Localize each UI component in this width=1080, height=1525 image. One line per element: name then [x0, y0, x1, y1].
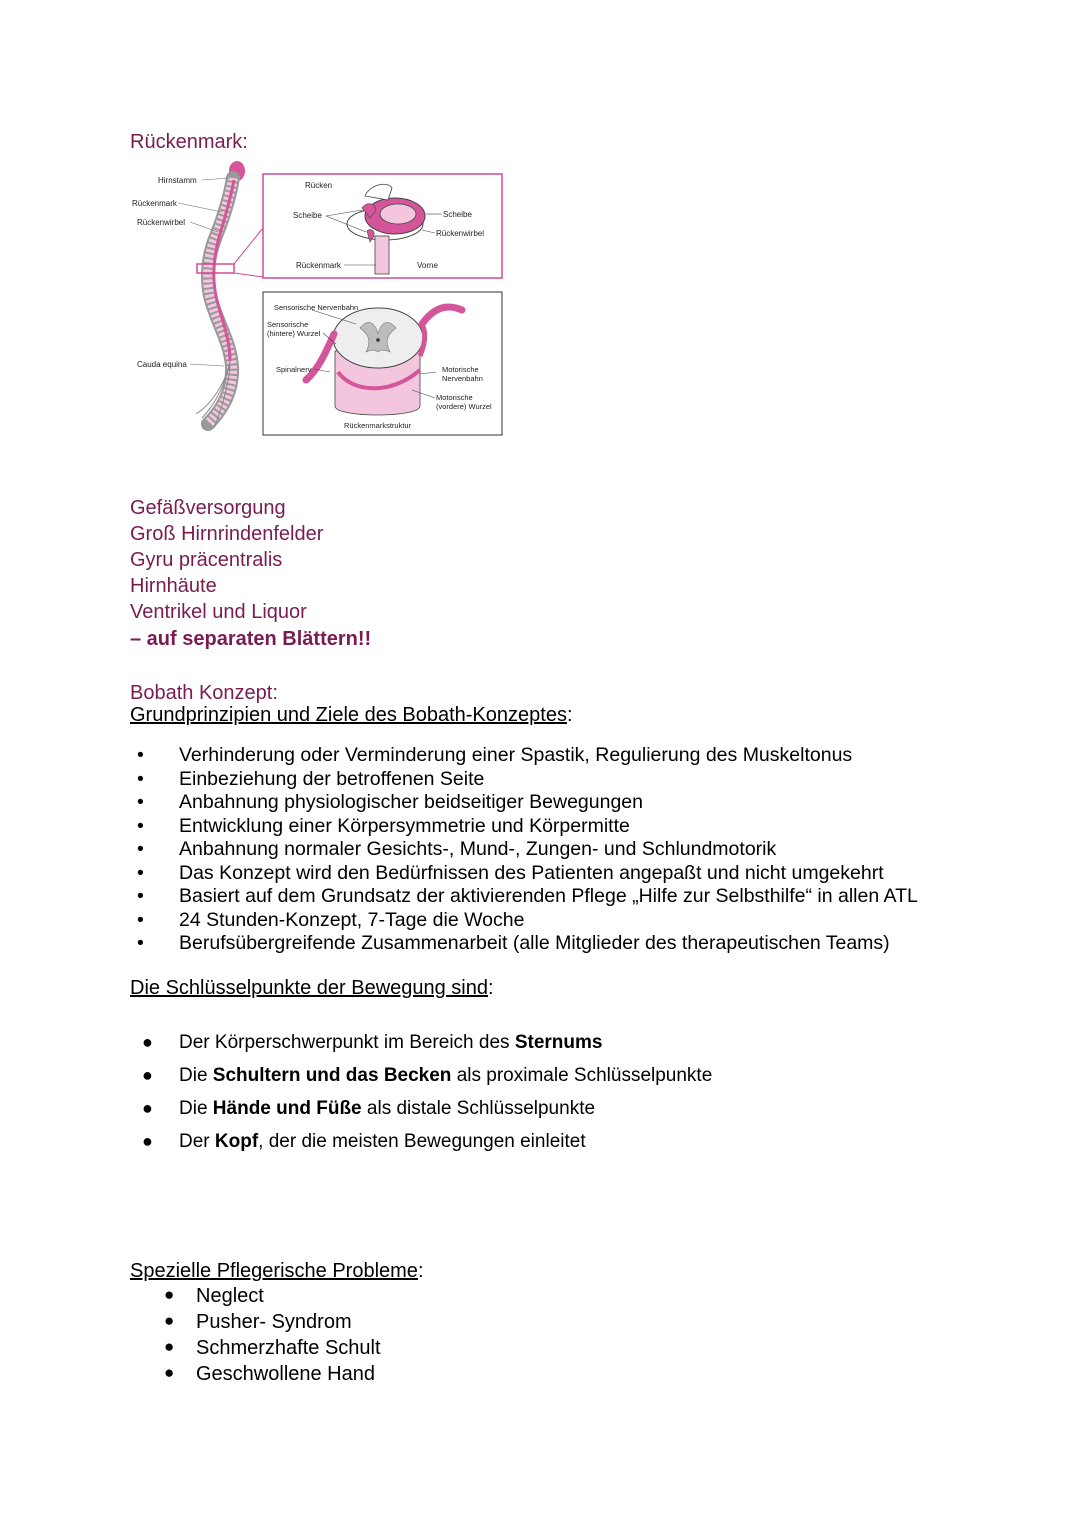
bullet: ●	[164, 1337, 175, 1356]
list-item-text	[179, 1131, 586, 1153]
problems-heading	[130, 1258, 424, 1284]
label-sensorische-nervenbahn: Sensorische Nervenbahn	[274, 303, 359, 312]
text-bold: Schultern und das Becken	[212, 1065, 452, 1086]
list-item	[0, 1285, 600, 1311]
spine-drawing	[178, 161, 263, 428]
topic-item: Ventrikel und Liquor	[130, 601, 307, 623]
list-item-text: Neglect	[196, 1285, 264, 1307]
text-normal: Der	[179, 1131, 215, 1152]
topic-item: Groß Hirnrindenfelder	[130, 523, 324, 545]
list-item-text: Pusher- Syndrom	[196, 1311, 352, 1333]
list-item-text: Entwicklung einer Körpersymmetrie und Körpermitte	[179, 814, 630, 837]
list-item-text: Einbeziehung der betroffenen Seite	[179, 767, 485, 790]
bullet: •	[137, 767, 144, 790]
bullet: •	[137, 885, 144, 907]
list-item-text: Basiert auf dem Grundsatz der aktivierenden Pflege „Hilfe zur Selbsthilfe“ in allen ATL	[179, 885, 918, 907]
key-points-heading	[130, 975, 494, 1001]
bobath-subheading-colon: :	[566, 704, 573, 726]
section-heading-ruckenmark: Rückenmark:	[130, 131, 248, 153]
bullet: ●	[164, 1311, 175, 1330]
bobath-subheading	[130, 702, 573, 728]
problems-heading-colon: :	[417, 1260, 424, 1282]
label-motorische-nervenbahn-1: Motorische	[442, 365, 479, 374]
label-spinalnerv: Spinalnerv	[276, 365, 312, 374]
topic-item: Gefäßversorgung	[130, 497, 286, 519]
label-ruckenmark: Rückenmark	[132, 199, 177, 208]
bullet: ●	[164, 1285, 175, 1304]
key-points-heading-colon: :	[488, 977, 494, 999]
list-item-text: Geschwollene Hand	[196, 1363, 375, 1385]
label-motorische-wurzel-2: (vordere) Wurzel	[436, 402, 492, 411]
list-item-text: Schmerzhafte Schult	[196, 1337, 381, 1359]
label-hirnstamm: Hirnstamm	[158, 176, 197, 185]
list-item-text: Berufsübergreifende Zusammenarbeit (alle Mitglieder des therapeutischen Teams)	[179, 932, 890, 954]
list-item-text	[179, 1098, 595, 1120]
list-item-text: Das Konzept wird den Bedürfnissen des Patienten angepaßt und nicht umgekehrt	[179, 861, 884, 884]
label-top-ruckenwirbel: Rückenwirbel	[436, 229, 485, 238]
bullet: ●	[142, 1131, 153, 1151]
label-sensorische-wurzel-1: Sensorische	[267, 320, 309, 329]
text-normal: als proximale Schlüsselpunkte	[451, 1065, 713, 1086]
problems-heading-text: Spezielle Pflegerische Probleme	[130, 1260, 418, 1282]
label-top-scheibe-right: Scheibe	[443, 210, 472, 219]
label-cauda-equina: Cauda equina	[137, 360, 187, 369]
bullet: ●	[142, 1098, 153, 1118]
bullet: ●	[142, 1032, 153, 1052]
list-item	[0, 1363, 600, 1389]
key-points-heading-text: Die Schlüsselpunkte der Bewegung sind	[130, 977, 488, 999]
label-ruckenmarkstruktur: Rückenmarkstruktur	[344, 421, 412, 430]
bullet: •	[137, 838, 144, 860]
list-item-text: Anbahnung physiologischer beidseitiger Bewegungen	[179, 791, 644, 813]
list-item-text: Anbahnung normaler Gesichts-, Mund-, Zungen- und Schlundmotorik	[179, 838, 777, 860]
bobath-heading: Bobath Konzept:	[130, 682, 278, 704]
spinal-cord-illustration	[130, 156, 510, 441]
bullet: •	[137, 861, 144, 884]
bullet: •	[137, 932, 144, 954]
bobath-subheading-text: Grundprinzipien und Ziele des Bobath-Konzeptes	[130, 704, 567, 726]
list-item-text: Verhinderung oder Verminderung einer Spastik, Regulierung des Muskeltonus	[179, 744, 853, 766]
text-bold: Hände und Füße	[212, 1098, 362, 1119]
bullet: •	[137, 791, 144, 813]
topic-item: Hirnhäute	[130, 575, 217, 597]
bullet: ●	[142, 1065, 153, 1085]
label-ruckenwirbel: Rückenwirbel	[137, 218, 186, 227]
list-item-text	[179, 1032, 602, 1054]
label-sensorische-wurzel-2: (hintere) Wurzel	[267, 329, 321, 338]
text-normal: , der die meisten Bewegungen einleitet	[258, 1131, 586, 1152]
spinal-cord-figure	[130, 156, 510, 441]
text-normal: Die	[179, 1065, 213, 1086]
text-bold: Kopf	[214, 1131, 259, 1152]
text-normal: als distale Schlüsselpunkte	[361, 1098, 596, 1119]
label-top-scheibe-left: Scheibe	[293, 211, 322, 220]
bullet: •	[137, 908, 144, 931]
label-top-vorne: Vorne	[417, 261, 438, 270]
label-top-ruckenmark: Rückenmark	[296, 261, 341, 270]
text-bold: Sternums	[514, 1032, 603, 1053]
text-normal: Der Körperschwerpunkt im Bereich des	[179, 1032, 515, 1053]
topic-item: Gyru präcentralis	[130, 549, 283, 571]
list-item	[0, 1311, 600, 1337]
bullet: •	[137, 814, 144, 837]
topics-note: – auf separaten Blättern!!	[130, 628, 372, 650]
label-top-rucken: Rücken	[305, 181, 333, 190]
list-item	[0, 1337, 600, 1363]
text-normal: Die	[179, 1098, 213, 1119]
label-motorische-nervenbahn-2: Nervenbahn	[442, 374, 483, 383]
label-motorische-wurzel-1: Motorische	[436, 393, 473, 402]
bullet: •	[137, 744, 144, 766]
list-item-text	[179, 1065, 712, 1087]
bullet: ●	[164, 1363, 175, 1382]
cross-section-box	[263, 292, 502, 435]
list-item-text: 24 Stunden-Konzept, 7-Tage die Woche	[179, 908, 525, 931]
